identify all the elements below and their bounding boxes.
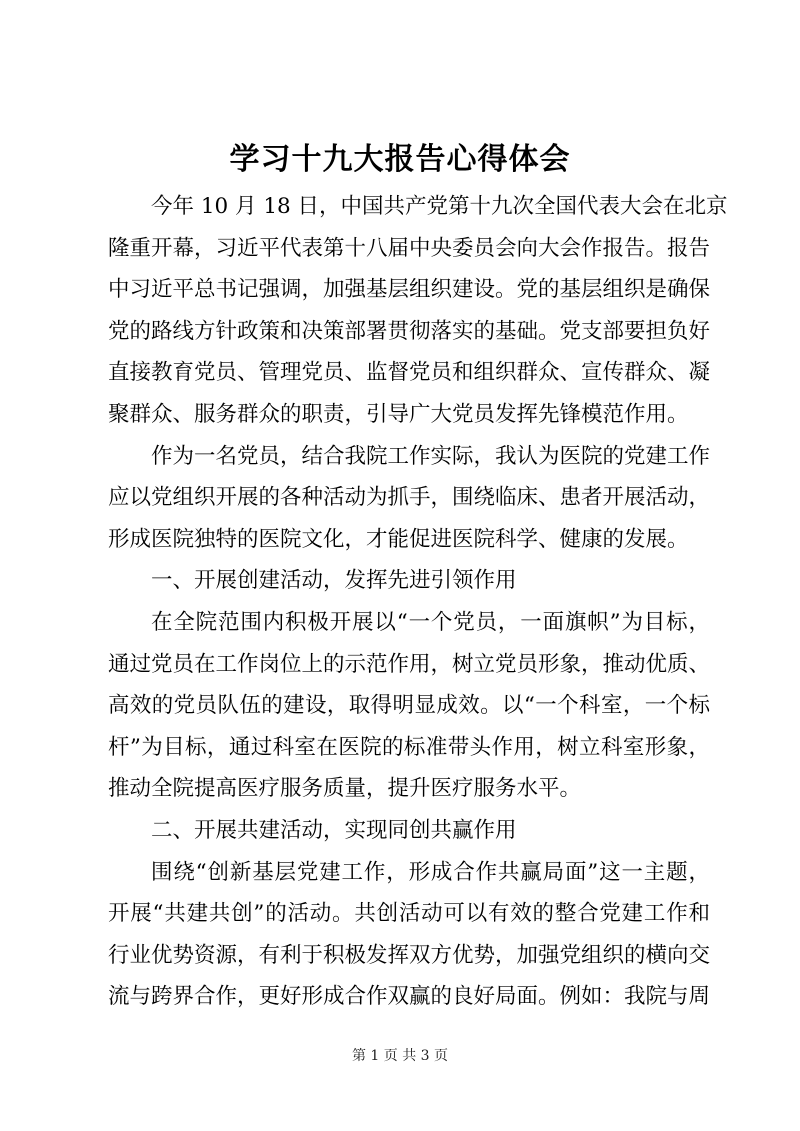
text-line: 今年 10 月 18 日，中国共产党第十九次全国代表大会在北京: [151, 194, 728, 219]
text-line: 开展“共建共创”的活动。共创活动可以有效的整合党建工作和: [108, 901, 710, 927]
paragraph: [108, 436, 710, 561]
paragraph: [108, 186, 728, 436]
paragraph: [108, 810, 710, 852]
text-line: 一、开展创建活动，发挥先进引领作用: [151, 568, 517, 594]
document-title: 学习十九大报告心得体会: [229, 142, 571, 177]
paragraph: [108, 560, 710, 602]
text-line: 高效的党员队伍的建设，取得明显成效。以“一个科室，一个标: [108, 693, 710, 719]
document-body: [108, 186, 728, 1018]
page-footer: 第 1 页 共 3 页: [351, 1048, 449, 1064]
text-line: 聚群众、服务群众的职责，引导广大党员发挥先锋模范作用。: [108, 401, 689, 427]
text-line: 推动全院提高医疗服务质量，提升医疗服务水平。: [108, 776, 582, 802]
text-line: 二、开展共建活动，实现同创共赢作用: [151, 817, 517, 843]
text-line: 作为一名党员，结合我院工作实际，我认为医院的党建工作: [151, 443, 711, 469]
text-line: 直接教育党员、管理党员、监督党员和组织群众、宣传群众、凝: [108, 360, 711, 386]
text-line: 党的路线方针政策和决策部署贯彻落实的基础。党支部要担负好: [108, 318, 711, 344]
text-line: 中习近平总书记强调，加强基层组织建设。党的基层组织是确保: [108, 277, 711, 303]
text-line: 杆”为目标，通过科室在医院的标准带头作用，树立科室形象，: [108, 734, 710, 760]
text-line: 隆重开幕，习近平代表第十八届中央委员会向大会作报告。报告: [108, 235, 711, 261]
text-line: 行业优势资源，有利于积极发挥双方优势，加强党组织的横向交: [108, 942, 711, 968]
text-line: 流与跨界合作，更好形成合作双赢的良好局面。例如：我院与周: [108, 984, 711, 1010]
paragraph: [108, 602, 710, 810]
text-line: 应以党组织开展的各种活动为抓手，围绕临床、患者开展活动，: [108, 485, 711, 511]
paragraph: [108, 852, 710, 1018]
text-line: 通过党员在工作岗位上的示范作用，树立党员形象，推动优质、: [108, 651, 711, 677]
text-line: 在全院范围内积极开展以“一个党员，一面旗帜”为目标，: [151, 609, 710, 635]
text-line: 围绕“创新基层党建工作，形成合作共赢局面”这一主题，: [151, 859, 710, 885]
text-line: 形成医院独特的医院文化，才能促进医院科学、健康的发展。: [108, 526, 689, 552]
